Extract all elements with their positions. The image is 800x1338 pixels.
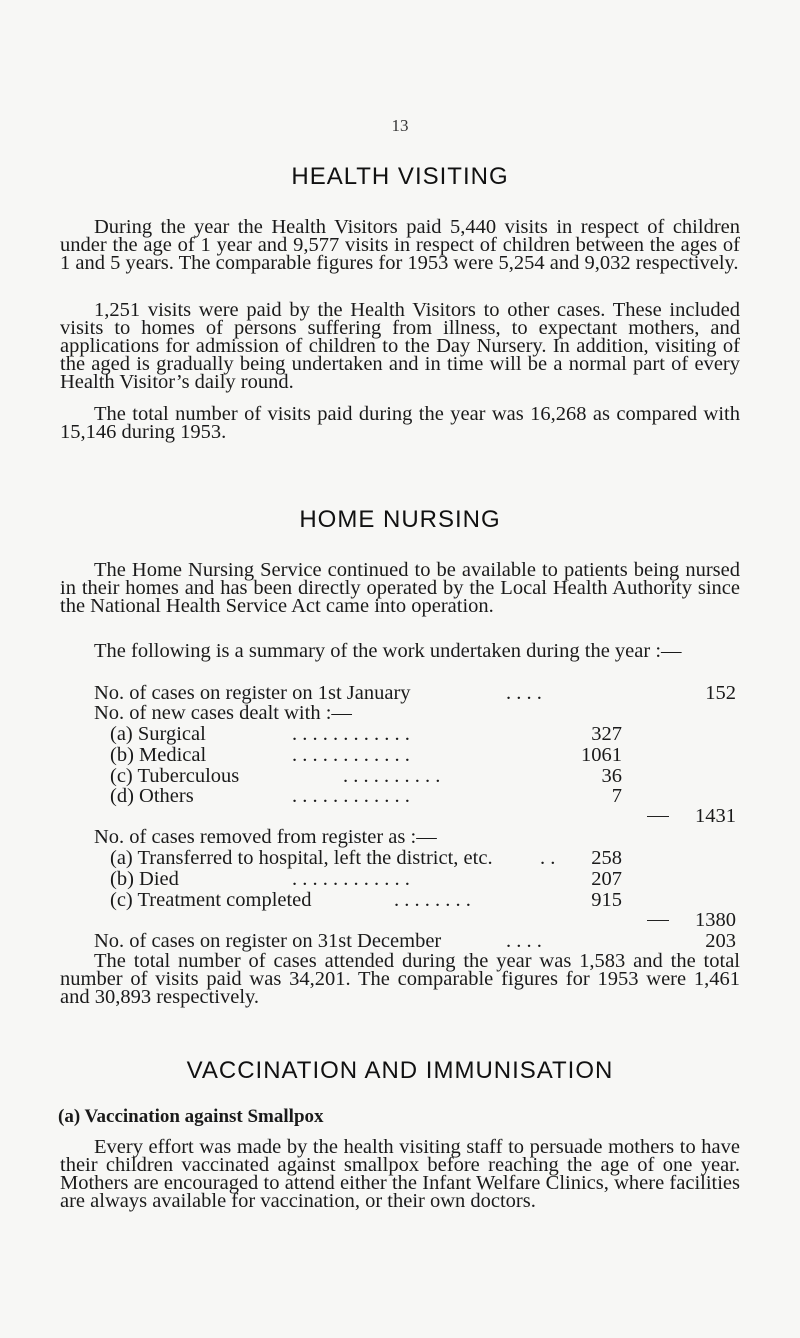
removed-item-label: (b) Died [110,868,179,890]
home-nursing-heading: HOME NURSING [299,506,501,533]
removed-item-dots: . . . . . . . . . . . . [292,868,410,890]
new-case-dots: . . . . . . . . . . . . [292,744,410,766]
register-end-label: No. of cases on register on 31st December [94,930,442,952]
vaccination-heading: VACCINATION AND IMMUNISATION [186,1057,614,1084]
removed-total: 1380 [695,909,736,931]
health-visiting-heading: HEALTH VISITING [291,163,509,190]
new-case-label: (b) Medical [110,744,207,766]
register-end-value: 203 [705,930,736,952]
health-visiting-para-3: The total number of visits paid during the year was 16,268 as compared with 15,146 during 1953. [60,403,740,443]
health-visiting-para-2: 1,251 visits were paid by the Health Visitors to other cases. These included visits to homes of persons suffering from illness, to expectant mothers, and applications for admission of children to the Day Nursery. In addition, visiting of the aged is gradually being undertaken and in time will be a normal part of every Health Visitor’s daily round. [60,299,740,393]
home-nursing-para-3: The total number of cases attended during the year was 1,583 and the total number of visits paid was 34,201. The comparable figures for 1953 were 1,461 and 30,893 respectively. [60,950,740,1008]
new-case-value: 1061 [581,744,622,766]
register-start-label: No. of cases on register on 1st January [94,682,411,704]
new-case-dots: . . . . . . . . . . . . [292,723,410,745]
removed-item-value: 915 [591,889,622,911]
new-case-label: (d) Others [110,785,194,807]
subtotal-rule [647,920,669,921]
home-nursing-para-1: The Home Nursing Service continued to be available to patients being nursed in their homes and has been directly operated by the Local Health Authority since the National Health Service Act came into operation. [60,559,740,617]
new-case-dots: . . . . . . . . . . [343,765,441,787]
removed-item-dots: . . [540,847,556,869]
subtotal-rule [647,816,669,817]
removed-label: No. of cases removed from register as :— [94,826,437,848]
register-start-value: 152 [705,682,736,704]
removed-item-value: 258 [591,847,622,869]
new-case-value: 327 [591,723,622,745]
vaccination-subheading: (a) Vaccination against Smallpox [58,1106,324,1127]
new-case-label: (a) Surgical [110,723,206,745]
home-nursing-para-2: The following is a summary of the work undertaken during the year :— [94,640,682,662]
new-case-value: 7 [611,785,622,807]
new-cases-label: No. of new cases dealt with :— [94,702,352,724]
new-case-dots: . . . . . . . . . . . . [292,785,410,807]
removed-item-label: (c) Treatment completed [110,889,312,911]
new-case-label: (c) Tuberculous [110,765,240,787]
page-number: 13 [391,116,409,135]
new-cases-total: 1431 [695,805,736,827]
vaccination-para-1: Every effort was made by the health visiting staff to persuade mothers to have their children vaccinated against smallpox before reaching the age of one year. Mothers are encouraged to attend either the Infant Welfare Clinics, where facilities are always available for vaccination, or their own doctors. [60,1136,740,1212]
removed-item-dots: . . . . . . . . [394,889,471,911]
health-visiting-para-1: During the year the Health Visitors paid 5,440 visits in respect of children under the age of 1 year and 9,577 visits in respect of children between the ages of 1 and 5 years. The comparable figures for 1953 were 5,254 and 9,032 respectively. [60,216,740,274]
removed-item-value: 207 [591,868,622,890]
new-case-value: 36 [601,765,622,787]
register-start-dots: . . . . [506,682,542,704]
register-end-dots: . . . . [506,930,542,952]
removed-item-label: (a) Transferred to hospital, left the district, etc. [110,847,493,869]
